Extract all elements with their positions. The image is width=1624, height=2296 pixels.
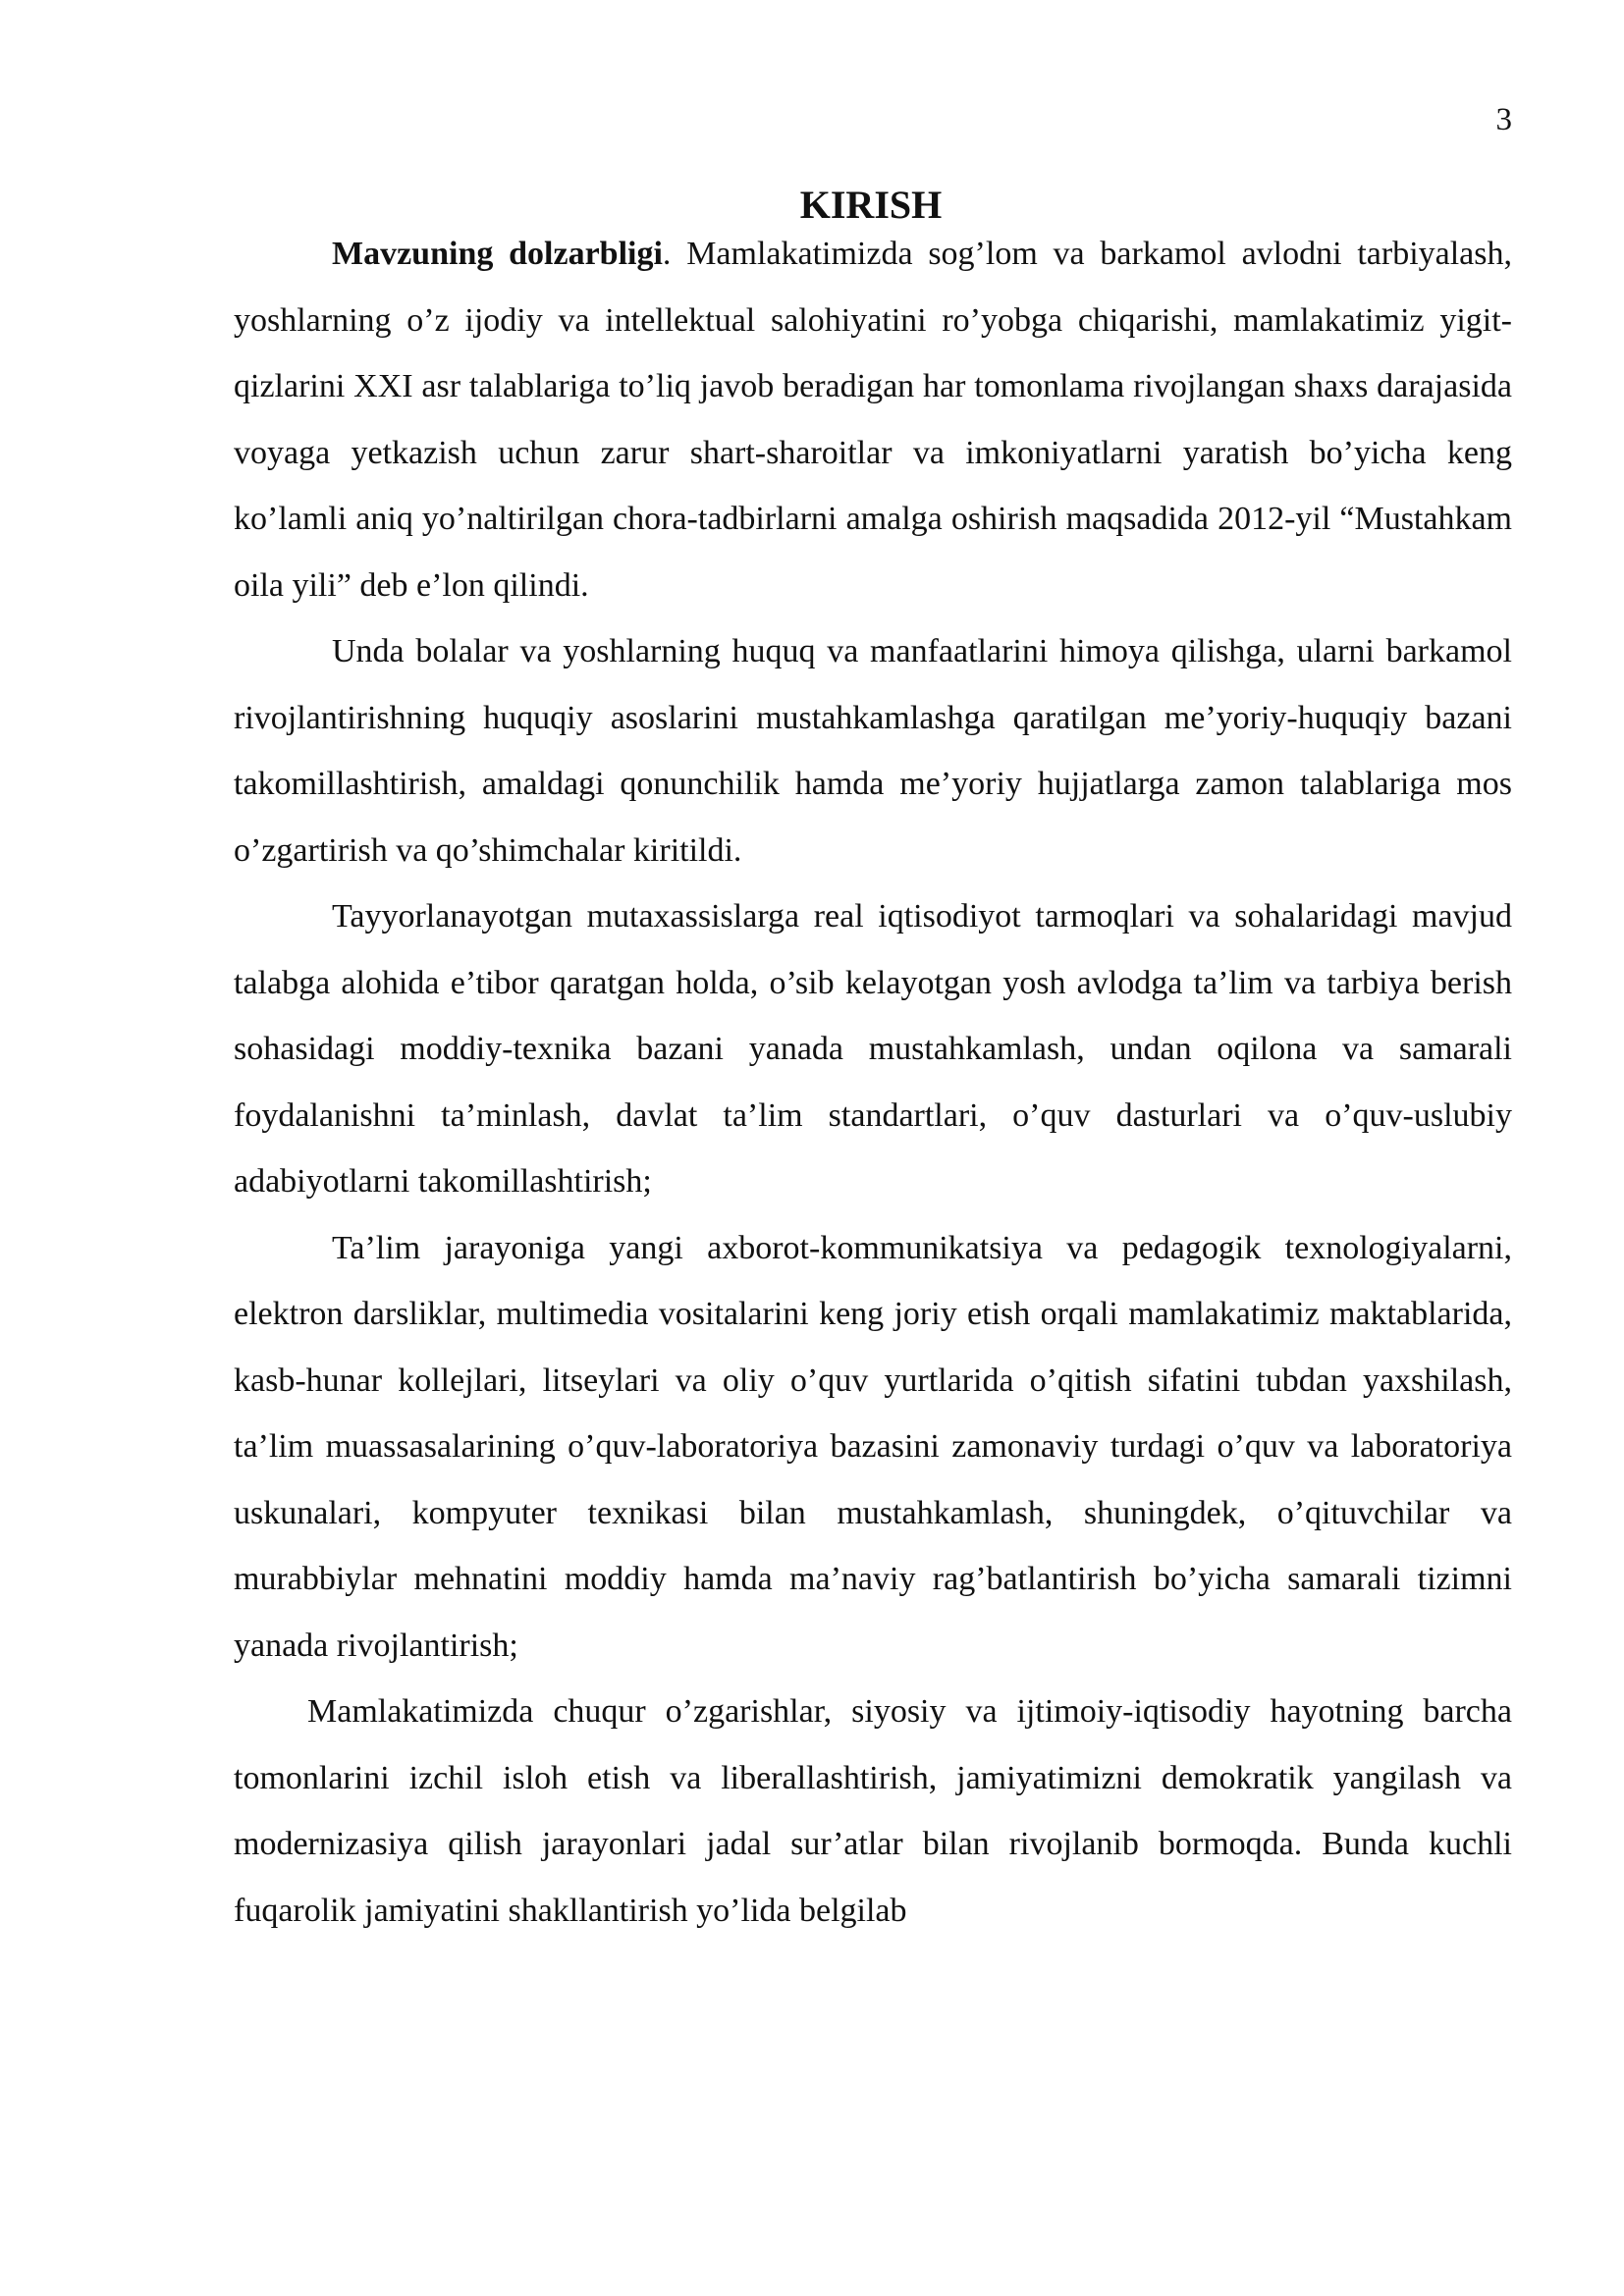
paragraph-text: . Mamlakatimizda sog’lom va barkamol avlodni tarbiyalash, yoshlarning o’z ijodiy va intellektual salohiyatini ro’yobga chiqarishi, mamlakatimiz yigit-qizlarini XXI asr talablariga to’liq javob beradigan har tomonlama rivojlangan shaxs darajasida voyaga yetkazish uchun zarur shart-sharoitlar va imkoniyatlarni yaratish bo’yicha keng ko’lamli aniq yo’naltirilgan chora-tadbirlarni amalga oshirish maqsadida 2012-yil “Mustahkam oila yili” deb e’lon qilindi. bbox=[234, 236, 1513, 604]
paragraph-relevance bbox=[234, 221, 1512, 618]
paragraph: Ta’lim jarayoniga yangi axborot-kommunikatsiya va pedagogik texnologiyalarni, elektron darsliklar, multimedia vositalarini keng joriy etish orqali mamlakatimiz maktablarida, kasb-hunar kollejlari, litseylari va oliy o’quv yurtlarida o’qitish sifatini tubdan yaxshilash, ta’lim muassasalarining o’quv-laboratoriya bazasini zamonaviy turdagi o’quv va laboratoriya uskunalari, kompyuter texnikasi bilan mustahkamlash, shuningdek, o’qituvchilar va murabbiylar mehnatini moddiy hamda ma’naviy rag’batlantirish bo’yicha samarali tizimni yanada rivojlantirish; bbox=[234, 1229, 1512, 1664]
page-number: 3 bbox=[1495, 102, 1512, 137]
paragraph: Tayyorlanayotgan mutaxassislarga real iqtisodiyot tarmoqlari va sohalaridagi mavjud talabga alohida e’tibor qaratgan holda, o’sib kelayotgan yosh avlodga ta’lim va tarbiya berish sohasidagi moddiy-texnika bazani yanada mustahkamlash, undan oqilona va samarali foydalanishni ta’minlash, davlat ta’lim standartlari, o’quv dasturlari va o’quv-uslubiy adabiyotlarni takomillashtirish; bbox=[234, 898, 1512, 1200]
paragraph: Mamlakatimizda chuqur o’zgarishlar, siyosiy va ijtimoiy-iqtisodiy hayotning barcha tomonlarini izchil isloh etish va liberallashtirish, jamiyatimizni demokratik yangilash va modernizasiya qilish jarayonlari jadal sur’atlar bilan rivojlanib bormoqda. Bunda kuchli fuqarolik jamiyatini shakllantirish yo’lida belgilab bbox=[234, 1693, 1512, 1929]
page-heading: KIRISH bbox=[799, 182, 943, 227]
paragraph-lead: Mavzuning dolzarbligi bbox=[332, 236, 663, 272]
document-body bbox=[234, 221, 1512, 1944]
paragraph: Unda bolalar va yoshlarning huquq va manfaatlarini himoya qilishga, ularni barkamol rivojlantirishning huquqiy asoslarini mustahkamlashga qaratilgan me’yoriy-huquqiy bazani takomillashtirish, amaldagi qonunchilik hamda me’yoriy hujjatlarga zamon talablariga mos o’zgartirish va qo’shimchalar kiritildi. bbox=[234, 633, 1512, 869]
